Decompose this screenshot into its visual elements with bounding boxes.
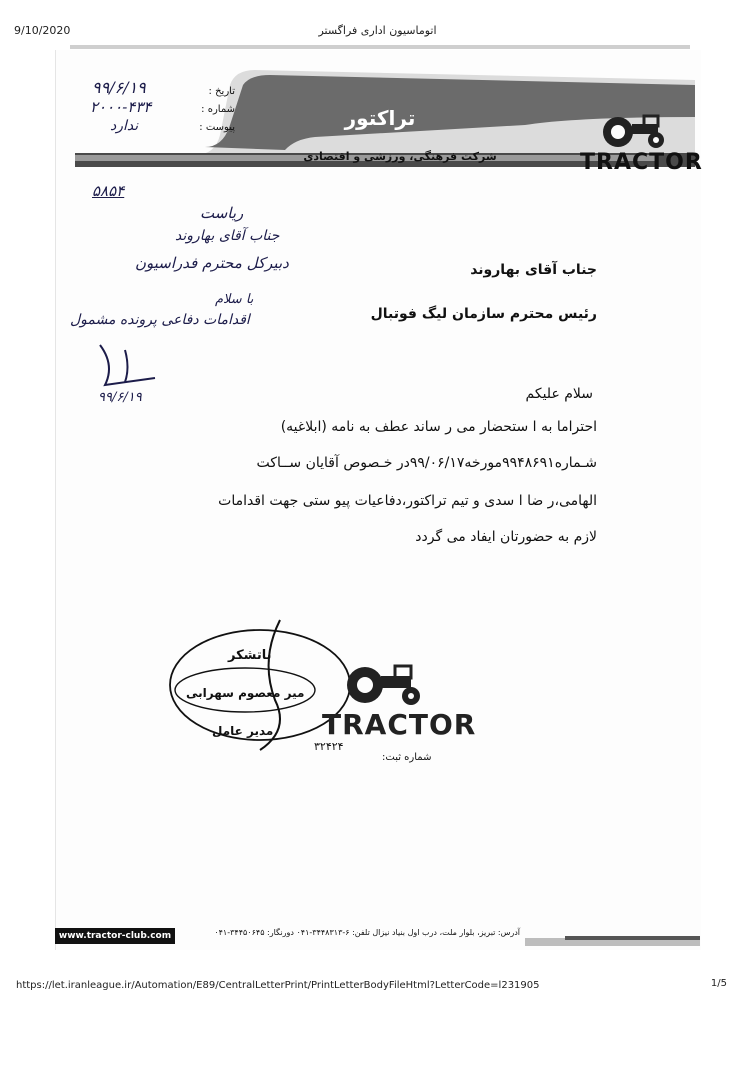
scan-edge [70, 45, 690, 49]
handwritten-note-3: دبیرکل محترم فدراسیون [135, 254, 289, 272]
handwritten-note-1: ریاست [200, 204, 244, 222]
signature-company: باتشکر [228, 648, 272, 663]
handwritten-signature [85, 340, 175, 395]
print-title: اتوماسیون اداری فراگستر [318, 24, 437, 37]
body-line-3: الهامی،ر ضا ا سدی و تیم تراکتور،دفاعیات پیو ستی جهت اقدامات [218, 493, 597, 509]
print-page-number: 1/5 [710, 978, 727, 989]
attachment-label: پیوست : [199, 122, 235, 133]
tractor-logo-icon [598, 112, 673, 152]
print-date: 9/10/2020 [14, 24, 71, 37]
footer-stripes [525, 934, 700, 948]
date-value: ۹۹/۶/۱۹ [92, 78, 146, 97]
number-label: شماره : [201, 104, 235, 115]
handwritten-note-2: جناب آقای بهاروند [175, 228, 280, 244]
body-line-1: احتراما به ا ستحضار می ر ساند عطف به نامه (ابلاغیه) [280, 419, 597, 435]
date-label: تاریخ : [208, 86, 235, 97]
handwritten-note-5: اقدامات دفاعی پرونده مشمول [70, 312, 250, 328]
stamp-reg-label: شماره ثبت: [382, 752, 432, 763]
print-url: https://let.iranleague.ir/Automation/E89/CentralLetterPrint/PrintLetterBodyFileHtml?LetterCode=l231905 [16, 980, 540, 991]
stamp-wordmark: TRACTOR [322, 708, 477, 741]
greeting: سلام علیکم [525, 386, 593, 402]
signature-title: مدیر عامل [212, 724, 274, 738]
attachment-value: ندارد [110, 118, 139, 134]
signature-name: میر معصوم سهرابی [186, 686, 305, 700]
recipient-name: جناب آقای بهاروند [470, 262, 597, 278]
company-subtitle: شرکت فرهنگی، ورزشی و اقتصادی [303, 150, 497, 163]
number-value: ۲۰۰۰-۴۳۴ [90, 98, 152, 116]
logo-wordmark: TRACTOR [580, 150, 703, 175]
recipient-title: رئیس محترم سازمان لیگ فوتبال [370, 306, 597, 322]
handwritten-date: ۹۹/۶/۱۹ [98, 390, 142, 405]
body-line-2: شـماره۹۹۴۸۶۹۱مورخه۹۹/۰۶/۱۷در خـصوص آقایان ســاکت [256, 455, 597, 471]
footer-website: www.tractor-club.com [55, 928, 175, 944]
footer-address: آدرس: تبریز، بلوار ملت، درب اول بنیاد نیزال تلفن: ۶-۳۴۴۸۳۱۳-۰۴۱ دورنگار: ۳۴۴۵۰۶۴۵-۰۴۱ [214, 928, 520, 937]
official-stamp-graphic [165, 600, 445, 770]
handwritten-ref-code: ۵۸۵۴ [92, 182, 125, 200]
body-line-4: لازم به حضورتان ایفاد می گردد [415, 529, 597, 545]
handwritten-note-4: با سلام [215, 292, 254, 307]
company-name: تراکتور [344, 106, 416, 130]
stamp-reg-number: ۳۲۴۲۴ [314, 740, 344, 753]
